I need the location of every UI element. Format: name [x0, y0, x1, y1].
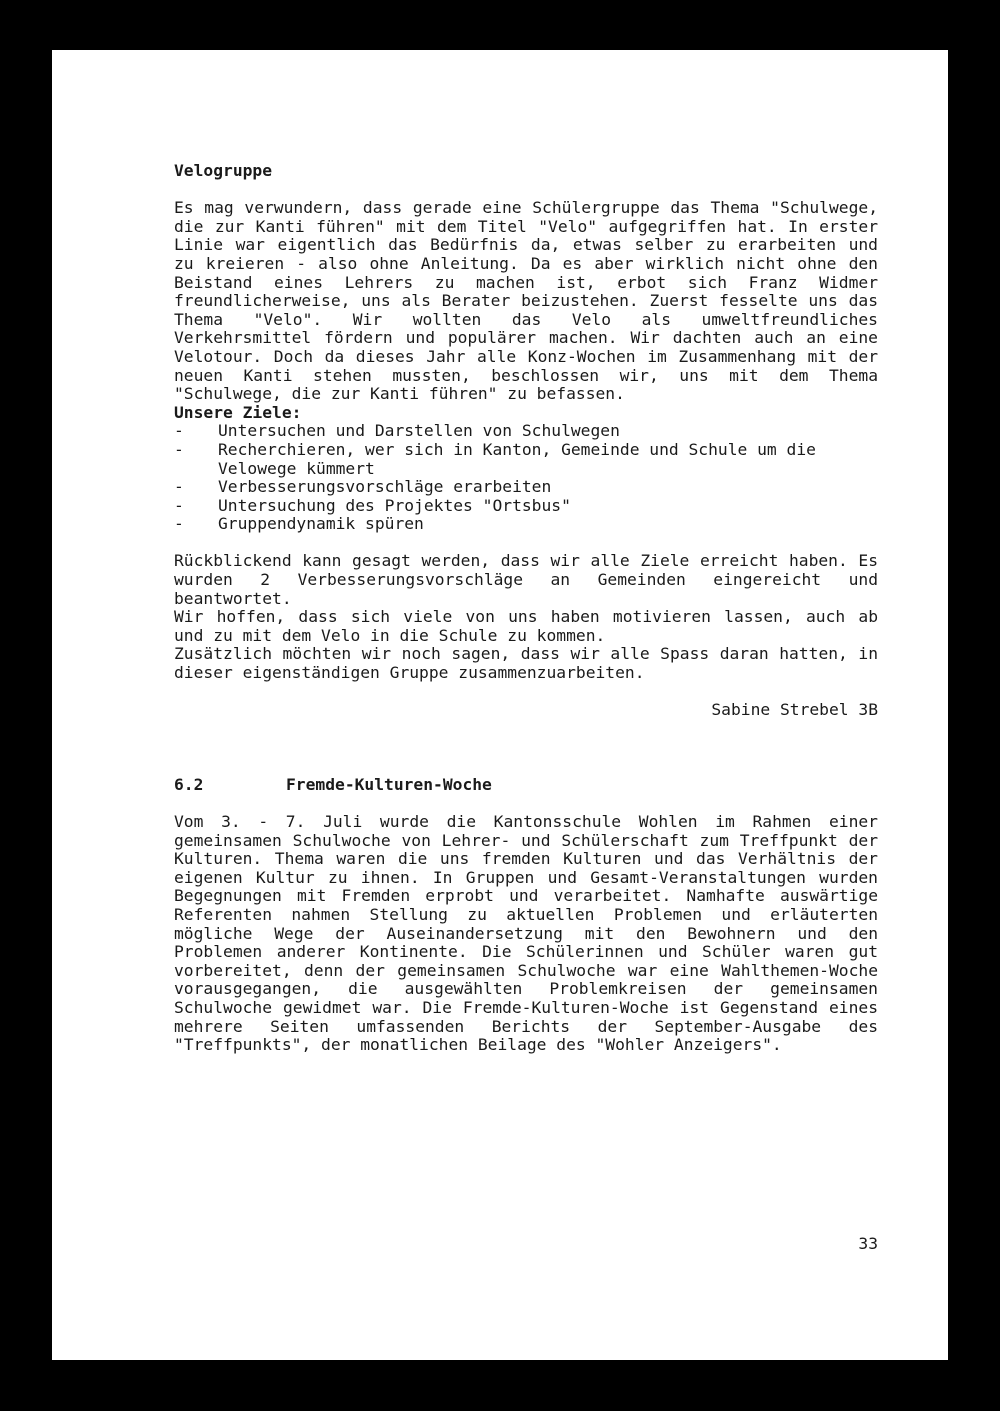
bullet-dash: - [174, 514, 184, 534]
page-number: 33 [858, 1234, 878, 1253]
velogruppe-intro-paragraph: Es mag verwundern, dass gerade eine Schülergruppe das Thema "Schulwege, die zur Kanti führen" mit dem Titel "Velo" aufgegriffen hat. In erster Linie war eigentlich das Bedürfnis da, etwas selber zu erarbeiten und zu kreieren - also ohne Anleitung. Da es aber wirklich nicht ohne den Beistand eines Lehrers zu machen ist, erbot sich Franz Widmer freundlicherweise, uns als Berater beizustehen. Zuerst fesselte uns das Thema "Velo". Wir wollten das Velo als umweltfreundliches Verkehrsmittel fördern und populärer machen. Wir dachten auch an eine Velotour. Doch da dieses Jahr alle Konz-Wochen im Zusammenhang mit der neuen Kanti stehen mussten, beschlossen wir, uns mit dem Thema "Schulwege, die zur Kanti führen" zu befassen. [174, 198, 878, 404]
goal-text: Untersuchung des Projektes "Ortsbus" [218, 495, 571, 515]
section-heading [174, 776, 878, 795]
goal-item [174, 497, 878, 516]
goal-text: Gruppendynamik spüren [218, 514, 424, 534]
section-title: Fremde-Kulturen-Woche [286, 774, 492, 794]
velogruppe-title: Velogruppe [174, 161, 273, 180]
goal-item [174, 515, 878, 534]
section-paragraph: Vom 3. - 7. Juli wurde die Kantonsschule Wohlen im Rahmen einer gemeinsamen Schulwoche von Lehrer- und Schülerschaft zum Treffpunkt der Kulturen. Thema waren die uns fremden Kulturen und das Verhältnis der eigenen Kultur zu ihnen. In Gruppen und Gesamt-Veranstaltungen wurden Begegnungen mit Fremden erprobt und verarbeitet. Namhafte auswärtige Referenten nahmen Stellung zu aktuellen Problemen und erläuterten mögliche Wege der Auseinandersetzung mit den Bewohnern und den Problemen anderer Kontinente. Die Schülerinnen und Schüler waren gut vorbereitet, denn der gemeinsamen Schulwoche war eine Wahlthemen-Woche vorausgegangen, die ausgewählten Problemkreisen der gemeinsamen Schulwoche gewidmet war. Die Fremde-Kulturen-Woche ist Gegenstand eines mehrere Seiten umfassenden Berichts der September-Ausgabe des "Treffpunkts", der monatlichen Beilage des "Wohler Anzeigers". [174, 812, 878, 1055]
page-content [174, 162, 878, 1055]
bullet-dash: - [174, 495, 184, 515]
goal-item [174, 478, 878, 497]
hope-paragraph: Wir hoffen, dass sich viele von uns haben motivieren lassen, auch ab und zu mit dem Velo in die Schule zu kommen. [174, 607, 878, 645]
goal-item [174, 441, 878, 478]
bullet-dash: - [174, 477, 184, 497]
section-number: 6.2 [174, 774, 204, 794]
bullet-dash: - [174, 421, 184, 441]
goals-list [174, 422, 878, 534]
goal-text: Verbesserungsvorschläge erarbeiten [218, 477, 552, 497]
bullet-dash: - [174, 439, 184, 459]
document-page [52, 50, 948, 1360]
goal-text: Untersuchen und Darstellen von Schulwegen [218, 421, 620, 441]
goals-heading: Unsere Ziele: [174, 402, 302, 422]
closing-paragraph: Zusätzlich möchten wir noch sagen, dass wir alle Spass daran hatten, in dieser eigenständigen Gruppe zusammenzuarbeiten. [174, 644, 878, 683]
spacer [174, 534, 878, 553]
author-signature: Sabine Strebel 3B [711, 700, 878, 720]
retrospective-paragraph: Rückblickend kann gesagt werden, dass wir alle Ziele erreicht haben. Es wurden 2 Verbesserungsvorschläge an Gemeinden eingereicht und beantwortet. [174, 551, 878, 608]
goal-text: Recherchieren, wer sich in Kanton, Gemeinde und Schule um die Velowege kümmert [218, 439, 816, 478]
goal-item [174, 422, 878, 441]
